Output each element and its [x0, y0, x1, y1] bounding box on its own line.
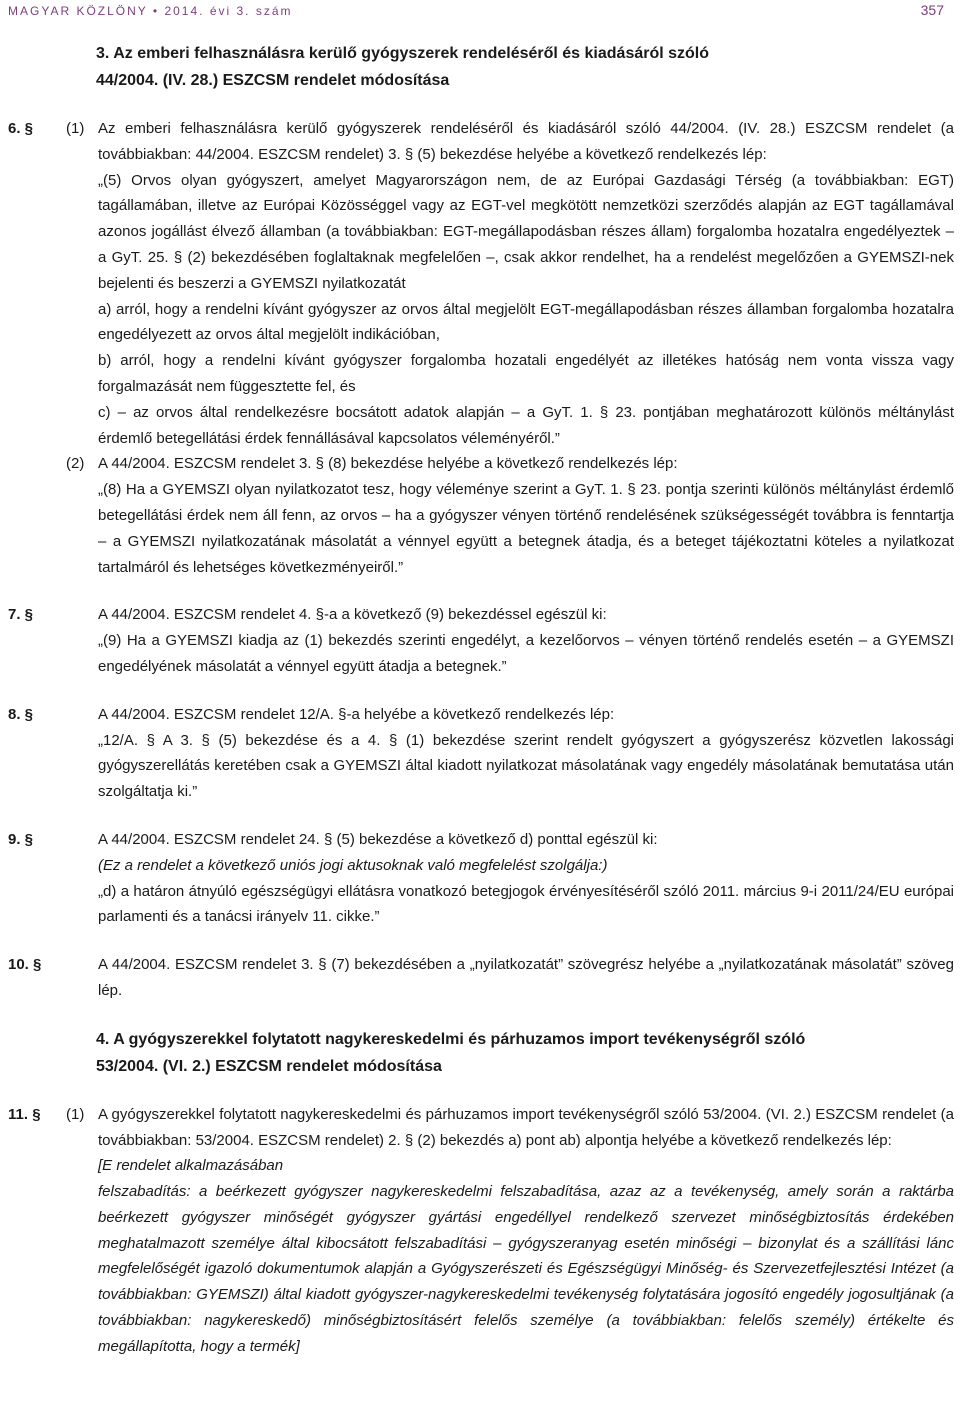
paragraph-text: A 44/2004. ESZCSM rendelet 4. §-a a következő (9) bekezdéssel egészül ki: [98, 606, 607, 624]
paragraph-number: 7. § [8, 606, 34, 624]
paragraph-number: 6. § [8, 120, 34, 137]
quoted-text: „d) a határon átnyúló egészségügyi ellátásra vonatkozó betegjogok érvényesítéséről szóló 2011. március 9-i 2011/24/EU európai parlamenti és a tanácsi irányelv 11. cikke.” [98, 882, 954, 926]
paragraph-text: A 44/2004. ESZCSM rendelet 12/A. §-a helyébe a következő rendelkezés lép: [98, 705, 615, 723]
paragraph-9 [8, 827, 954, 930]
paragraph-8 [8, 702, 954, 805]
paragraph-6 [8, 116, 954, 451]
paragraph-11 [8, 1102, 954, 1360]
paragraph-10 [8, 952, 954, 1004]
paragraph-text: Az emberi felhasználásra kerülő gyógyszerek rendeléséről és kiadásáról szóló 44/2004. (IV. 28.) ESZCSM rendelet (a továbbiakban: 44/2004. ESZCSM rendelet) 3. § (5) bekezdése helyébe a következő rendelkezés lép: [98, 120, 954, 163]
paragraph-text: A gyógyszerekkel folytatott nagykereskedelmi és párhuzamos import tevékenységről szóló 53/2004. (VI. 2.) ESZCSM rendelet (a továbbiakban: 53/2004. ESZCSM rendelet) 2. § (2) bekezdés a) pont ab) alpontja helyébe a következő rendelkezés lép: [98, 1105, 954, 1149]
paragraph-text: A 44/2004. ESZCSM rendelet 3. § (8) bekezdése helyébe a következő rendelkezés lép: [98, 455, 678, 473]
paragraph-6-2 [8, 451, 954, 580]
subsection-number: (1) [66, 1105, 85, 1123]
quoted-text: „(5) Orvos olyan gyógyszert, amelyet Magyarországon nem, de az Európai Gazdasági Térség (a továbbiakban: EGT) tagállamában, illetve az Európai Közösséggel vagy az EGT-vel megkötött nemzetközi szerződés alapján az EGT tagállamával azonos jogállást élvező államban (a továbbiakban: EGT-megállapodásban részes állam) forgalomba hozatalra engedélyeztek – a GyT. 25. § (2) bekezdésében foglaltaknak megfelelően –, csak akkor rendelhet, ha a rendelést megelőzően a GYEMSZI-nek bejelenti és beszerzi a GYEMSZI nyilatkozatát [98, 171, 954, 292]
quoted-text: „(8) Ha a GYEMSZI olyan nyilatkozatot tesz, hogy véleménye szerint a GyT. 1. § 23. pontja szerinti különös méltánylást érdemlő betegellátási érdek nem áll fenn, az orvos – ha a gyógyszer vényen történő rendelésének szükségességét továbbra is fenntartja – a GYEMSZI nyilatkozatának másolatát a vénnyel együtt a betegnek átadja, és a beteget tájékoztatni köteles a nyilatkozat tartalmáról és lehetséges következményeiről.” [98, 481, 954, 576]
italic-definition: felszabadítás: a beérkezett gyógyszer nagykereskedelmi felszabadítása, azaz az a tevékenység, amely során a raktárba beérkezett gyógyszer minőségét gyógyszer gyártási engedéllyel rendelkező szervezet minőségbiztosítás érdekében meghatalmazott személye által kibocsátott felszabadítási – gyógyszeranyag esetén minőségi – bizonylat és a szállítási lánc megfelelőségét igazoló dokumentumok alapján a Gyógyszerészeti és Egészségügyi Minőség- és Szervezetfejlesztési Intézet (a továbbiakban: GYEMSZI) által kiadott gyógyszer-nagykereskedelmi tevékenység folytatására jogosító engedély jogosultjának (a továbbiakban: nagykereskedő) minőségbiztosításért felelős személye (a továbbiakban: felelős személy) értékelte és megállapította, hogy a termék] [98, 1183, 954, 1355]
journal-title: MAGYAR KÖZLÖNY • 2014. évi 3. szám [8, 4, 293, 18]
paragraph-number: 8. § [8, 705, 34, 723]
paragraph-number: 11. § [8, 1105, 41, 1123]
quoted-text: „(9) Ha a GYEMSZI kiadja az (1) bekezdés szerinti engedélyt, a kezelőorvos – vényen történő rendelés esetén – a GYEMSZI engedélyének másolatát a vénnyel együtt átadja a betegnek.” [98, 632, 954, 675]
quoted-text: „12/A. § A 3. § (5) bekezdése és a 4. § (1) bekezdése szerint rendelt gyógyszert a gyógyszerész közvetlen lakossági gyógyszerellátás keretében csak a GYEMSZI által kiadott nyilatkozat másolatának vagy engedély másolatának bemutatása után szolgáltatja ki.” [98, 731, 954, 801]
italic-text: (Ez a rendelet a következő uniós jogi aktusoknak való megfelelést szolgálja:) [98, 856, 608, 874]
italic-text: [E rendelet alkalmazásában [98, 1157, 284, 1175]
paragraph-number: 10. § [8, 956, 42, 974]
paragraph-text: A 44/2004. ESZCSM rendelet 24. § (5) bekezdése a következő d) ponttal egészül ki: [98, 830, 658, 848]
paragraph-number: 9. § [8, 830, 34, 848]
paragraph-7 [8, 602, 954, 679]
section-3-title: 3. Az emberi felhasználásra kerülő gyógyszerek rendeléséről és kiadásáról szóló 44/2004. (IV. 28.) ESZCSM rendelet módosítása [96, 45, 710, 89]
paragraph-text: A 44/2004. ESZCSM rendelet 3. § (7) bekezdésében a „nyilatkozatát” szövegrész helyébe a „nyilatkozatának másolatát” szöveg lép. [98, 956, 954, 999]
page-number: 357 [920, 2, 944, 18]
subsection-number: (1) [66, 120, 85, 137]
point-c: c) – az orvos által rendelkezésre bocsátott adatok alapján – a GyT. 1. § 23. pontjában meghatározott különös méltánylást érdemlő betegellátási érdek fennállásával kapcsolatos véleményéről.” [98, 403, 954, 447]
page-header [8, 0, 952, 22]
point-b: b) arról, hogy a rendelni kívánt gyógyszer forgalomba hozatali engedélyét az illetékes hatóság nem vonta vissza vagy forgalmazását nem függesztette fel, és [98, 352, 954, 395]
point-a: a) arról, hogy a rendelni kívánt gyógyszer az orvos által megjelölt EGT-megállapodásban részes államban forgalomba hozatalra engedélyezett az orvos által megjelölt indikációban, [98, 300, 954, 344]
section-4-title: 4. A gyógyszerekkel folytatott nagykereskedelmi és párhuzamos import tevékenységről szóló 53/2004. (VI. 2.) ESZCSM rendelet módosítása [96, 1030, 806, 1075]
document-body [8, 40, 954, 1360]
subsection-number: (2) [66, 455, 85, 473]
